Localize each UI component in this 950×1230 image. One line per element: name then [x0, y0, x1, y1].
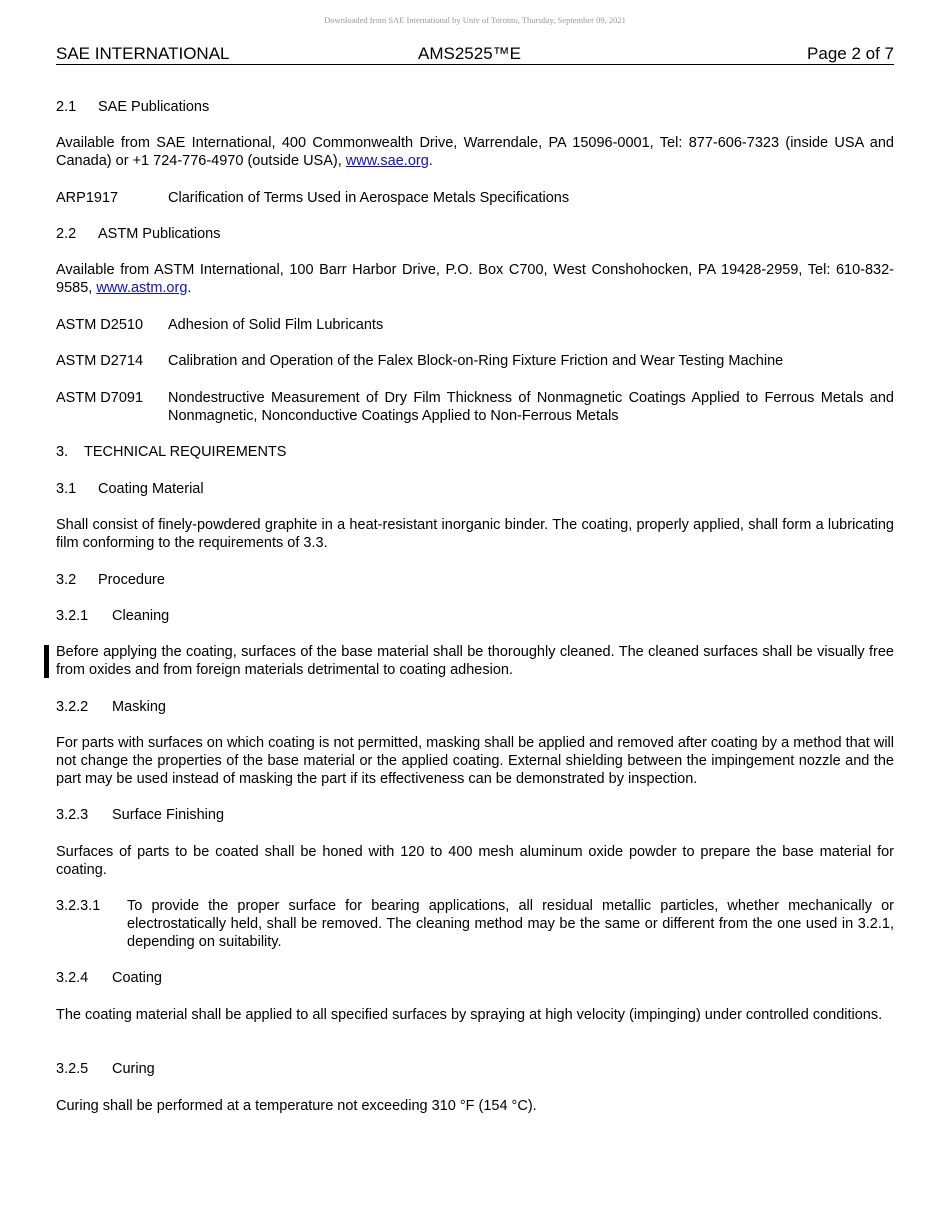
availability-text: Available from ASTM International, 100 Barr Harbor Drive, P.O. Box C700, West Conshohocken, PA 19428-2959, Tel: 610-832-9585,: [56, 262, 894, 296]
section-number: 3.2.5: [56, 1061, 89, 1077]
change-bar: [44, 645, 49, 678]
ref-astm-d7091: [56, 389, 894, 425]
section-title: Procedure: [98, 572, 165, 588]
header-org: SAE INTERNATIONAL: [56, 44, 230, 63]
header-page-number: Page 2 of 7: [807, 44, 894, 63]
ref-title: Nondestructive Measurement of Dry Film Thickness of Nonmagnetic Coatings Applied to Ferrous Metals and Nonmagnetic, Nonconductive Coatings Applied to Non-Ferrous Metals: [168, 390, 894, 424]
section-title: TECHNICAL REQUIREMENTS: [84, 444, 287, 460]
download-notice: Downloaded from SAE International by Univ of Toronto, Thursday, September 09, 2021: [324, 15, 626, 25]
section-title: ASTM Publications: [98, 226, 221, 242]
sae-availability: [56, 134, 894, 170]
section-title: Masking: [112, 699, 166, 715]
para-text: To provide the proper surface for bearing applications, all residual metallic particles, whether mechanically or electrostatically held, shall be removed. The cleaning method may be the same or different from the one used in 3.2.1, depending on suitability.: [127, 898, 894, 950]
body-3-1: Shall consist of finely-powdered graphite in a heat-resistant inorganic binder. The coating, properly applied, shall form a lubricating film conforming to the requirements of 3.3.: [56, 517, 894, 551]
heading-3: [56, 443, 894, 461]
availability-end: .: [428, 153, 433, 169]
section-number: 2.1: [56, 99, 77, 115]
section-title: Coating: [112, 970, 162, 986]
body-3-2-2: For parts with surfaces on which coating is not permitted, masking shall be applied and removed after coating by a method that will not change the properties of the base material or the applied coating. External shielding between the impingement nozzle and the part may be used instead of masking the part if its effectiveness can be demonstrated by inspection.: [56, 735, 894, 787]
heading-3-2-5: [56, 1060, 894, 1078]
section-number: 3.2.3: [56, 807, 89, 823]
section-title: Coating Material: [98, 481, 204, 497]
ref-code: ASTM D2510: [56, 317, 144, 333]
page-header: [56, 44, 894, 65]
availability-end: .: [187, 280, 192, 296]
section-number: 2.2: [56, 226, 77, 242]
ref-code: ASTM D2714: [56, 353, 144, 369]
astm-link[interactable]: www.astm.org: [96, 280, 188, 296]
ref-code: ASTM D7091: [56, 390, 144, 406]
ref-arp1917: [56, 189, 894, 207]
heading-3-2-2: [56, 698, 894, 716]
astm-availability: [56, 261, 894, 297]
sae-link[interactable]: www.sae.org: [345, 153, 429, 169]
body-3-2-4: The coating material shall be applied to all specified surfaces by spraying at high velocity (impinging) under controlled conditions.: [56, 1007, 883, 1023]
heading-3-2-4: [56, 969, 894, 987]
ref-code: ARP1917: [56, 190, 119, 206]
heading-3-2-3: [56, 806, 894, 824]
heading-2-2: [56, 225, 894, 243]
ref-title: Adhesion of Solid Film Lubricants: [168, 317, 384, 333]
heading-2-1: [56, 98, 894, 116]
section-number: 3.2.4: [56, 970, 89, 986]
ref-title: Clarification of Terms Used in Aerospace Metals Specifications: [168, 190, 570, 206]
section-title: Curing: [112, 1061, 155, 1077]
body-3-2-1: Before applying the coating, surfaces of the base material shall be thoroughly cleaned. The cleaned surfaces shall be visually free from oxides and from foreign materials detrimental to coating adhesion.: [56, 644, 894, 678]
para-3-2-3-1: [56, 897, 894, 951]
section-title: Surface Finishing: [112, 807, 225, 823]
availability-text: Available from SAE International, 400 Commonwealth Drive, Warrendale, PA 15096-0001, Tel: 877-606-7323 (inside USA and Canada) or +1 724-776-4970 (outside USA),: [56, 135, 894, 169]
heading-3-2: [56, 571, 894, 589]
section-number: 3.: [56, 444, 69, 460]
body-3-2-5: Curing shall be performed at a temperature not exceeding 310 °F (154 °C).: [56, 1098, 537, 1114]
ref-title: Calibration and Operation of the Falex Block-on-Ring Fixture Friction and Wear Testing Machine: [168, 353, 784, 369]
body-3-2-3: Surfaces of parts to be coated shall be honed with 120 to 400 mesh aluminum oxide powder to prepare the base material for coating.: [56, 844, 894, 878]
heading-3-1: [56, 480, 894, 498]
section-number: 3.2.1: [56, 608, 89, 624]
ref-astm-d2714: [56, 352, 894, 370]
ref-astm-d2510: [56, 316, 894, 334]
section-number: 3.1: [56, 481, 77, 497]
section-number: 3.2.2: [56, 699, 89, 715]
section-number: 3.2.3.1: [56, 898, 101, 914]
section-title: Cleaning: [112, 608, 170, 624]
header-doc-number: AMS2525™E: [418, 44, 521, 63]
section-title: SAE Publications: [98, 99, 210, 115]
section-number: 3.2: [56, 572, 77, 588]
heading-3-2-1: [56, 607, 894, 625]
